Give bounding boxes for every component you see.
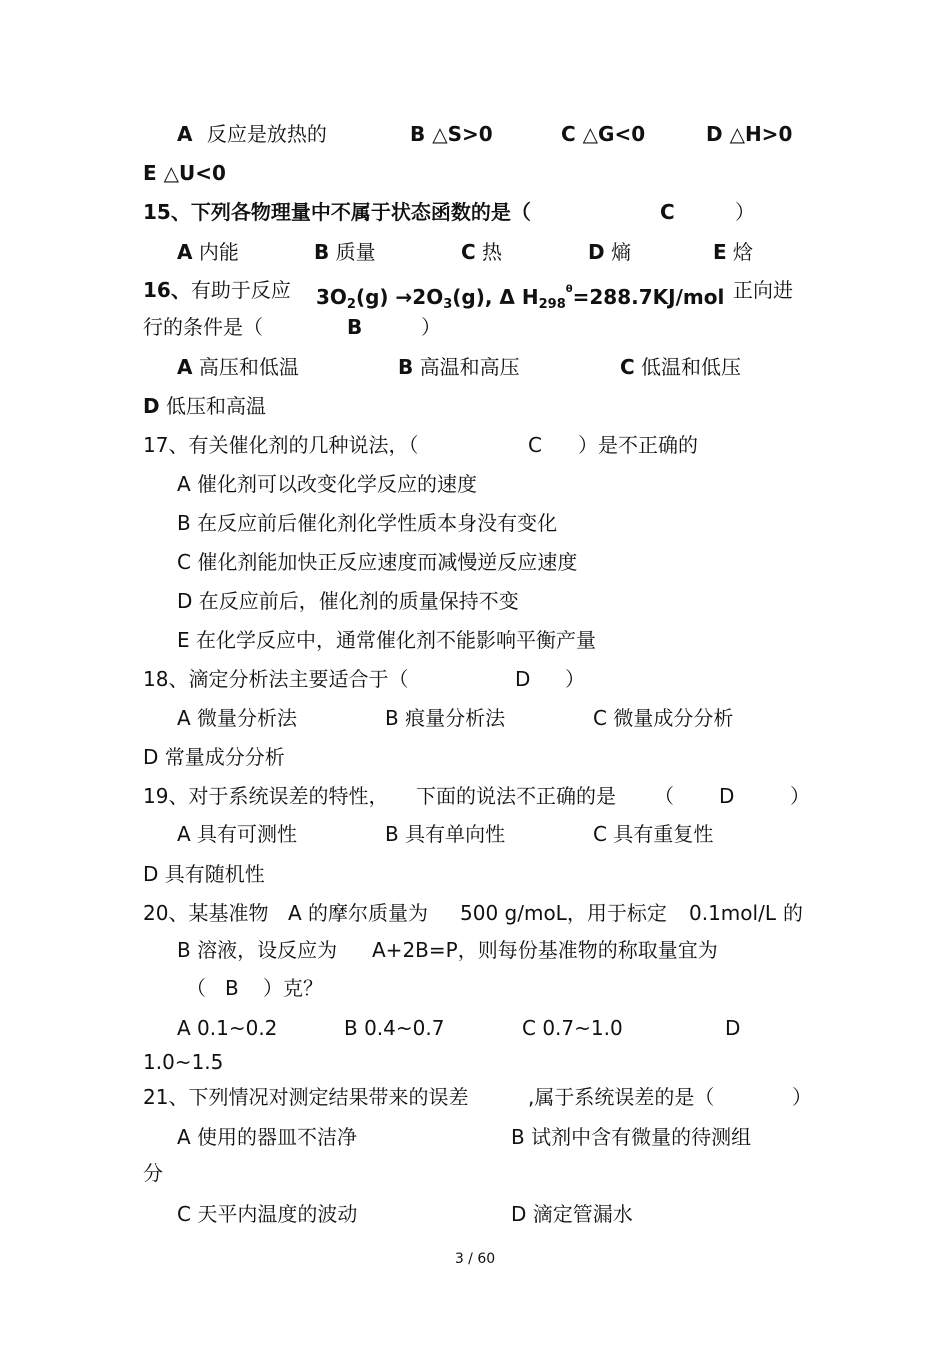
q19-option-b: B 具有单向性 — [385, 822, 506, 846]
q16-stem-line1: 16、有助于反应 — [143, 278, 291, 302]
q17-close: ）是不正确的 — [578, 433, 698, 457]
q21-option-b: B 试剂中含有微量的待测组 — [511, 1125, 752, 1149]
q18-option-a: A 微量分析法 — [177, 706, 298, 730]
q19-stem-2: 下面的说法不正确的是 — [416, 784, 616, 808]
q16-option-b: B 高温和高压 — [398, 355, 520, 379]
q15-option-a: A 内能 — [177, 240, 239, 264]
q17-option-e: E 在化学反应中，通常催化剂不能影响平衡产量 — [177, 628, 596, 652]
q16-option-d: D 低压和高温 — [143, 394, 266, 418]
q21-option-d: D 滴定管漏水 — [511, 1202, 633, 1226]
q18-option-c: C 微量成分分析 — [593, 706, 734, 730]
q15-stem: 15、下列各物理量中不属于状态函数的是（ — [143, 200, 531, 224]
q20-stem-3: 500 g/moL，用于标定 — [460, 901, 667, 925]
q19-open: （ — [654, 784, 674, 808]
q14-option-e: E △U<0 — [143, 161, 226, 185]
q14-option-b: B △S>0 — [410, 122, 493, 146]
q15-option-c: C 热 — [461, 240, 503, 264]
q20-line3-close: ）克？ — [263, 976, 323, 1000]
q17-option-b: B 在反应前后催化剂化学性质本身没有变化 — [177, 511, 558, 535]
q21-option-b-cont: 分 — [143, 1161, 163, 1185]
q16-stem-suffix: 正向进 — [733, 278, 793, 302]
q16-option-c: C 低温和低压 — [620, 355, 742, 379]
q20-option-d-value: 1.0~1.5 — [143, 1050, 224, 1074]
q21-option-c: C 天平内温度的波动 — [177, 1202, 358, 1226]
q17-option-d: D 在反应前后，催化剂的质量保持不变 — [177, 589, 519, 613]
q20-line3-open: （ — [186, 976, 206, 1000]
q16-answer: B — [347, 315, 363, 339]
q20-answer: B — [225, 976, 239, 1000]
q20-stem-1: 20、某基准物 — [143, 901, 269, 925]
q16-stem-line2: 行的条件是（ — [143, 315, 263, 339]
q17-stem: 17、有关催化剂的几种说法，（ — [143, 433, 419, 457]
q17-option-a: A 催化剂可以改变化学反应的速度 — [177, 472, 478, 496]
q18-answer: D — [515, 667, 531, 691]
q20-option-c: C 0.7~1.0 — [522, 1016, 623, 1040]
q21-stem: 21、下列情况对测定结果带来的误差 — [143, 1085, 469, 1109]
q19-answer: D — [719, 784, 735, 808]
q16-close: ） — [421, 315, 441, 339]
q20-option-d-letter: D — [725, 1016, 741, 1040]
q17-option-c: C 催化剂能加快正反应速度而减慢逆反应速度 — [177, 550, 578, 574]
q19-stem: 19、对于系统误差的特性， — [143, 784, 389, 808]
q18-close: ） — [565, 667, 585, 691]
q20-line2-a: B 溶液，设反应为 — [177, 938, 338, 962]
q21-close: ） — [792, 1085, 812, 1109]
q19-option-c: C 具有重复性 — [593, 822, 714, 846]
q21-option-a: A 使用的器皿不洁净 — [177, 1125, 358, 1149]
q16-reaction: $3O_2(g) \to 2O_3(g)$, Δ $H_{298}^\theta=288.7KJ$/mol — [316, 284, 725, 312]
q14-option-c: C △G<0 — [561, 122, 646, 146]
q15-option-e: E 焓 — [713, 240, 754, 264]
q17-answer: C — [528, 433, 542, 457]
q18-stem: 18、滴定分析法主要适合于（ — [143, 667, 409, 691]
q15-close: ） — [735, 200, 755, 224]
q21-stem-2: ,属于系统误差的是（ — [528, 1085, 715, 1109]
q20-line2-b: A+2B=P，则每份基准物的称取量宜为 — [372, 938, 718, 962]
q20-stem-4: 0.1mol/L — [689, 901, 776, 925]
q15-option-d: D 熵 — [588, 240, 631, 264]
q19-option-d: D 具有随机性 — [143, 862, 265, 886]
q20-stem-5: 的 — [783, 901, 803, 925]
q18-option-d: D 常量成分分析 — [143, 745, 285, 769]
q16-option-a: A 高压和低温 — [177, 355, 299, 379]
q19-close: ） — [790, 784, 810, 808]
q20-option-b: B 0.4~0.7 — [344, 1016, 445, 1040]
q18-option-b: B 痕量分析法 — [385, 706, 506, 730]
q15-option-b: B 质量 — [314, 240, 376, 264]
q15-answer: C — [660, 200, 675, 224]
q14-option-a: A 反应是放热的 — [177, 122, 327, 146]
q14-option-d: D △H>0 — [706, 122, 793, 146]
page-number: 3 / 60 — [454, 1251, 496, 1267]
q19-option-a: A 具有可测性 — [177, 822, 298, 846]
q20-stem-2: A 的摩尔质量为 — [288, 901, 429, 925]
q20-option-a: A 0.1~0.2 — [177, 1016, 278, 1040]
